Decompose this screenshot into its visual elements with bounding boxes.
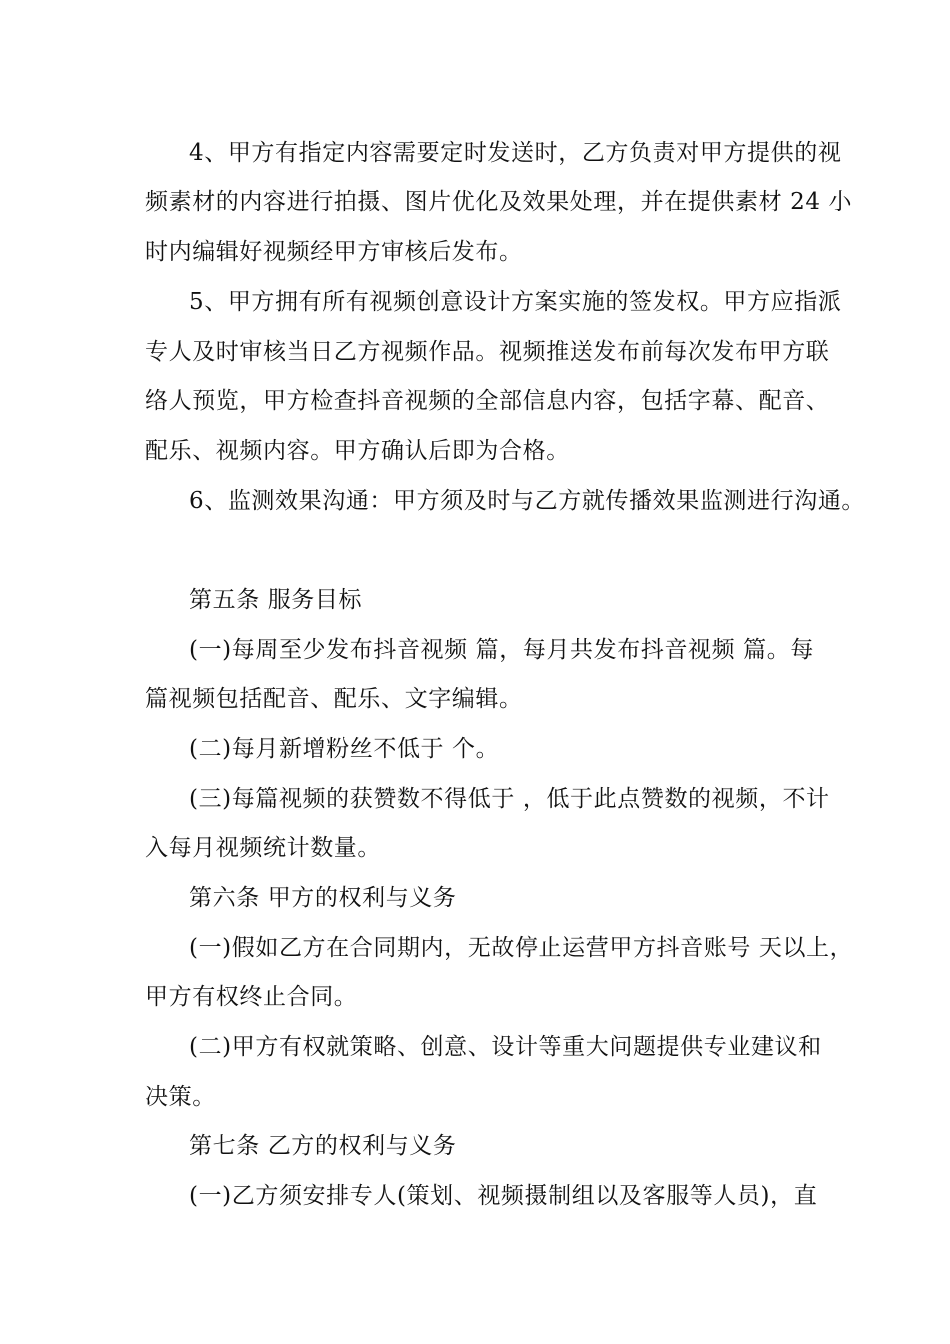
article-6-heading: 第六条 甲方的权利与义务 (189, 885, 457, 911)
article-7-item-1-line-1: (一)乙方须安排专人(策划、视频摄制组以及客服等人员)，直 (189, 1183, 818, 1209)
clause-5-line-4: 配乐、视频内容。甲方确认后即为合格。 (145, 438, 570, 464)
article-6-item-2-line-1: (二)甲方有权就策略、创意、设计等重大问题提供专业建议和 (189, 1034, 822, 1060)
clause-4-line-3: 时内编辑好视频经甲方审核后发布。 (145, 239, 523, 265)
article-5-item-2: (二)每月新增粉丝不低于 个。 (189, 736, 500, 762)
clause-5-line-3: 络人预览，甲方检查抖音视频的全部信息内容，包括字幕、配音、 (145, 388, 830, 414)
article-5-item-1-line-1: (一)每周至少发布抖音视频 篇，每月共发布抖音视频 篇。每 (189, 637, 814, 663)
article-5-item-3-line-2: 入每月视频统计数量。 (145, 835, 381, 861)
clause-6-line-1: 6、监测效果沟通：甲方须及时与乙方就传播效果监测进行沟通。 (189, 488, 866, 514)
article-6-item-1-line-2: 甲方有权终止合同。 (145, 984, 358, 1010)
clause-5-line-2: 专人及时审核当日乙方视频作品。视频推送发布前每次发布甲方联 (145, 339, 830, 365)
article-7-heading: 第七条 乙方的权利与义务 (189, 1133, 457, 1159)
clause-4-line-2: 频素材的内容进行拍摄、图片优化及效果处理，并在提供素材 24 小 (145, 189, 853, 215)
article-6-item-1-line-1: (一)假如乙方在合同期内，无故停止运营甲方抖音账号 天以上， (189, 935, 854, 961)
article-5-item-1-line-2: 篇视频包括配音、配乐、文字编辑。 (145, 686, 523, 712)
clause-4-line-1: 4、甲方有指定内容需要定时发送时，乙方负责对甲方提供的视 (189, 140, 842, 166)
article-5-item-3-line-1: (三)每篇视频的获赞数不得低于 ，低于此点赞数的视频，不计 (189, 786, 830, 812)
clause-5-line-1: 5、甲方拥有所有视频创意设计方案实施的签发权。甲方应指派 (189, 289, 842, 315)
article-5-heading: 第五条 服务目标 (189, 587, 363, 613)
article-6-item-2-line-2: 决策。 (145, 1084, 216, 1110)
